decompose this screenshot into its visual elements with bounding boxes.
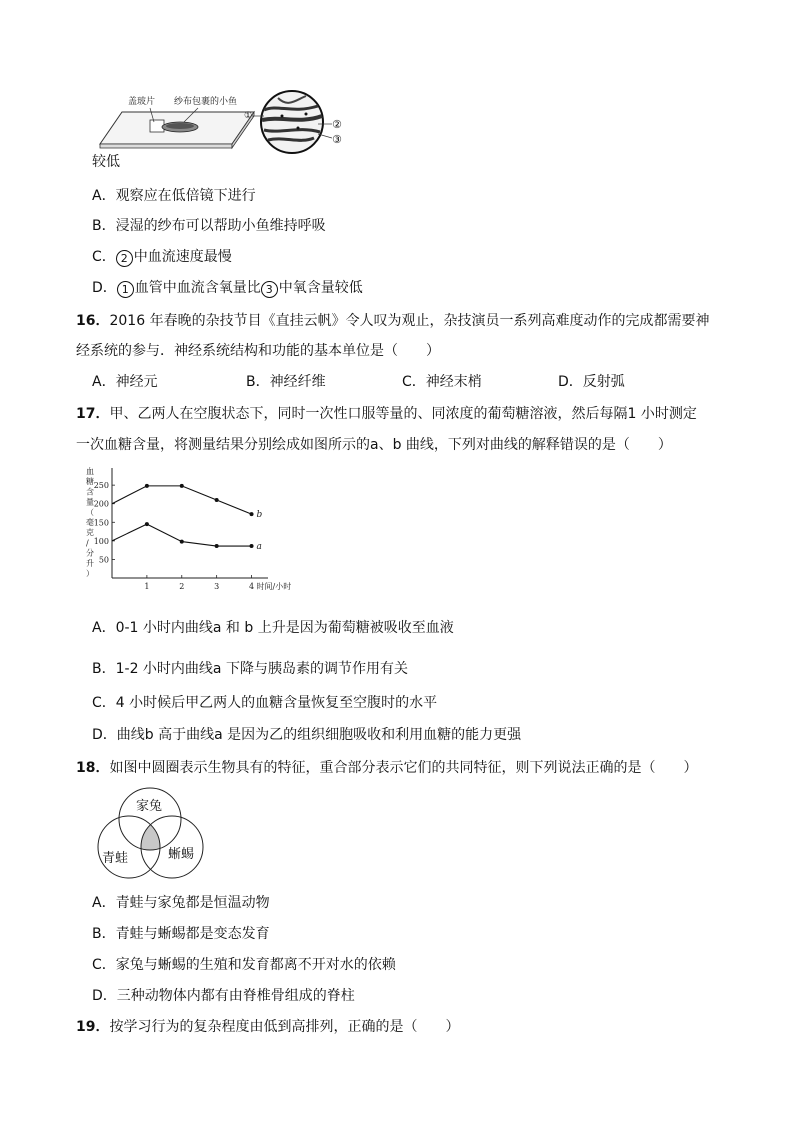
series-label-b: b xyxy=(256,510,263,521)
label-coverslip: 盖玻片 xyxy=(128,97,156,107)
y-tick-label: 250 xyxy=(93,481,109,491)
data-point-a xyxy=(180,540,184,544)
data-point-b xyxy=(180,484,184,488)
data-point-b xyxy=(145,484,149,488)
data-point-b xyxy=(215,498,219,502)
q18-option-b: B．青蛙与蜥蜴都是变态发育 xyxy=(92,926,270,942)
q17-number: 17． xyxy=(76,406,110,422)
data-point-a xyxy=(215,544,219,548)
q17-stem-line1: 17．甲、乙两人在空腹状态下，同时一次性口服等量的、同浓度的葡萄糖溶液，然后每隔1 小时测定 xyxy=(76,406,697,422)
y-axis-label-char: 分 xyxy=(86,548,94,558)
x-axis-label: 时间/小时 xyxy=(256,582,292,591)
y-axis-label-char: （ xyxy=(86,507,94,517)
q19-stem-line1: 19．按学习行为的复杂程度由低到高排列，正确的是（ ） xyxy=(76,1019,460,1035)
q16-option-a: A．神经元 xyxy=(92,374,158,390)
y-axis-label-char: / xyxy=(86,538,89,548)
marker-2-label: ② xyxy=(332,118,342,131)
y-axis-label-char: 升 xyxy=(86,558,94,568)
venn-label-lizard: 蜥蜴 xyxy=(168,847,195,862)
data-point-b xyxy=(250,512,254,516)
venn-label-frog: 青蛙 xyxy=(102,851,129,866)
slide-illustration xyxy=(100,108,254,148)
y-axis-label-char: 糖 xyxy=(86,477,94,487)
x-tick-label: 1 xyxy=(144,582,150,591)
y-axis-label-char: ） xyxy=(86,569,94,578)
q18-stem-line1: 18．如图中圆圈表示生物具有的特征，重合部分表示它们的共同特征，则下列说法正确的是（ ） xyxy=(76,760,698,776)
y-axis-label-char: 毫 xyxy=(86,518,94,527)
q15-option-d: D． 1 血管中血流含氧量比 3 中氧含量较低 xyxy=(92,280,363,296)
y-axis-label-char: 含 xyxy=(86,487,94,497)
q18-option-c: C．家兔与蜥蜴的生殖和发育都离不开对水的依赖 xyxy=(92,957,396,973)
venn-diagram xyxy=(96,786,208,882)
q18-number: 18． xyxy=(76,760,110,776)
q15-option-a: A．观察应在低倍镜下进行 xyxy=(92,188,256,204)
q17-option-b: B．1-2 小时内曲线a 下降与胰岛素的调节作用有关 xyxy=(92,661,408,677)
q17-option-d: D．曲线b 高于曲线a 是因为乙的组织细胞吸收和利用血糖的能力更强 xyxy=(92,727,522,743)
y-tick-label: 100 xyxy=(93,536,109,546)
label-fish-in-gauze: 纱布包裹的小鱼 xyxy=(174,97,238,107)
x-ticks xyxy=(144,575,291,591)
data-point-a xyxy=(250,544,254,548)
q16-option-d: D．反射弧 xyxy=(558,374,625,390)
q17-stem-line2: 一次血糖含量，将测量结果分别绘成如图所示的a、b 曲线，下列对曲线的解释错误的是（ ） xyxy=(76,437,672,453)
marker-1: ① xyxy=(244,111,253,121)
series-line-b xyxy=(112,486,252,514)
q19-number: 19． xyxy=(76,1019,110,1035)
q15-figure xyxy=(92,86,332,166)
q17-option-c: C．4 小时候后甲乙两人的血糖含量恢复至空腹时的水平 xyxy=(92,695,438,711)
x-tick-label: 3 xyxy=(214,582,220,591)
q16-stem-line2: 经系统的参与．神经系统结构和功能的基本单位是（ ） xyxy=(76,343,440,359)
q17-option-a: A．0-1 小时内曲线a 和 b 上升是因为葡萄糖被吸收至血液 xyxy=(92,620,454,636)
y-tick-label: 200 xyxy=(93,499,109,509)
venn-label-rabbit: 家兔 xyxy=(136,799,163,814)
y-tick-label: 50 xyxy=(98,555,109,565)
microscope-field xyxy=(261,91,323,153)
q18-option-d: D．三种动物体内都有由脊椎骨组成的脊柱 xyxy=(92,988,355,1004)
series-label-a: a xyxy=(256,542,262,553)
blood-glucose-chart xyxy=(84,464,294,598)
q16-option-b: B．神经纤维 xyxy=(246,374,326,390)
q16-option-c: C．神经末梢 xyxy=(402,374,482,390)
chart-series xyxy=(112,484,263,552)
data-point-a xyxy=(145,522,149,526)
y-tick-label: 150 xyxy=(93,518,109,528)
q15-option-b: B．浸湿的纱布可以帮助小鱼维持呼吸 xyxy=(92,218,326,234)
marker-3-label: ③ xyxy=(332,133,342,146)
y-axis-label-char: 量 xyxy=(86,497,94,507)
q15-tail-text: 较低 xyxy=(92,154,120,170)
q16-number: 16． xyxy=(76,313,110,329)
q16-stem-line1: 16．2016 年春晚的杂技节目《直挂云帆》令人叹为观止，杂技演员一系列高难度动作的完成都需要神 xyxy=(76,313,710,329)
y-axis-label-char: 血 xyxy=(86,467,94,476)
x-tick-label: 2 xyxy=(179,582,185,591)
q15-option-c: C． 2 中血流速度最慢 xyxy=(92,249,232,265)
x-tick-label: 4 xyxy=(248,582,255,591)
y-axis-label-char: 克 xyxy=(86,528,94,538)
chart-axes xyxy=(112,468,268,578)
q18-option-a: A．青蛙与家兔都是恒温动物 xyxy=(92,895,270,911)
